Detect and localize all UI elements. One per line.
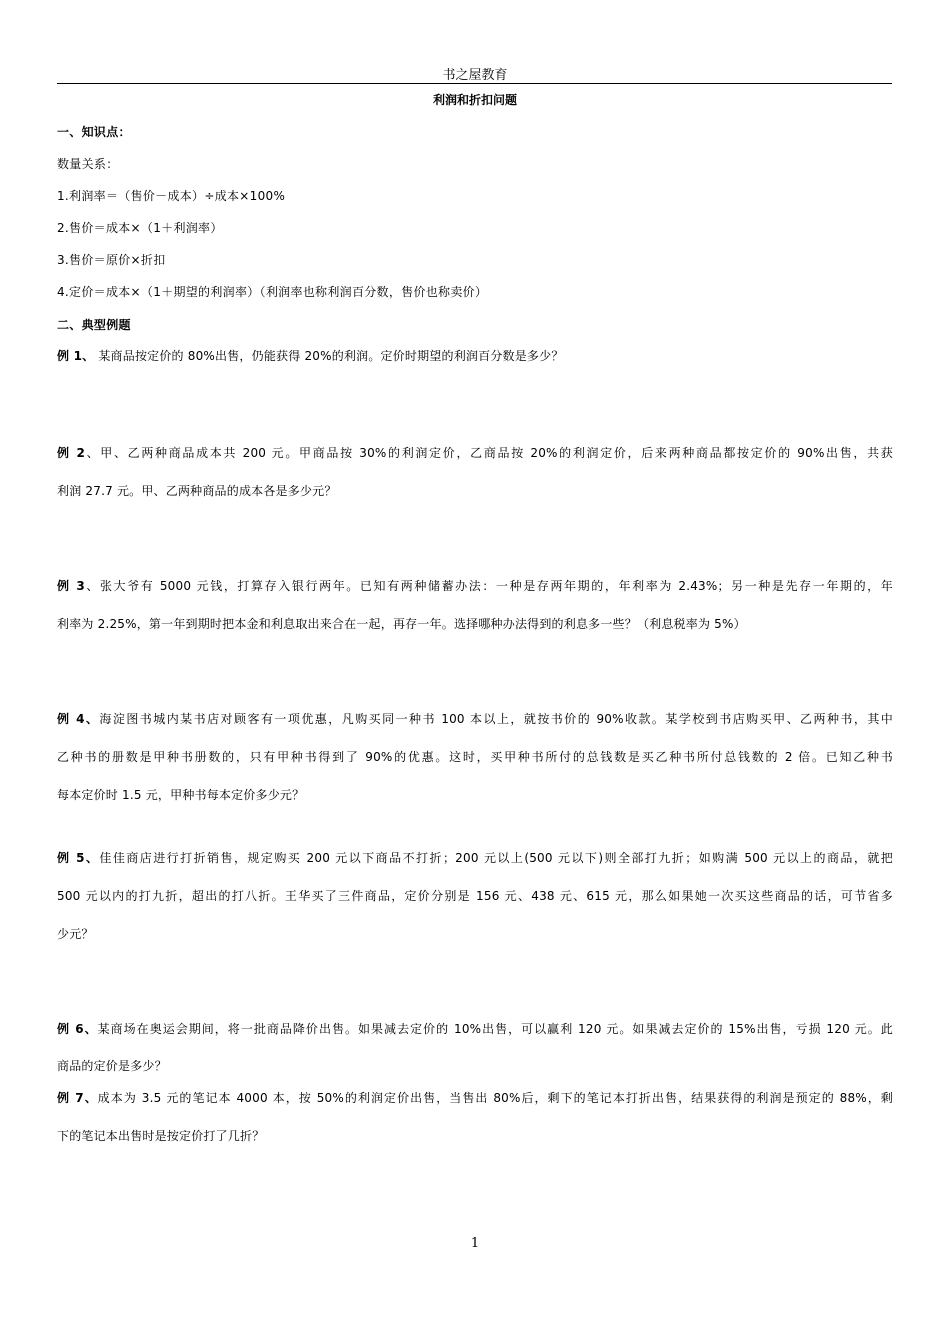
example-text: 成本为 3.5 元的笔记本 4000 本，按 50%的利润定价出售，当售出 80%后，剩下的笔记本打折出售，结果获得的利润是预定的 88%，剩 <box>97 1091 893 1105</box>
example-text: 、甲、乙两种商品成本共 200 元。甲商品按 30%的利润定价，乙商品按 20%的利润定价，后来两种商品都按定价的 90%出售，共获 <box>85 446 893 460</box>
example-text: 商品的定价是多少？ <box>57 1059 167 1073</box>
section1-subheading: 数量关系： <box>57 157 119 171</box>
example-text: 佳佳商店进行打折销售，规定购买 200 元以下商品不打折；200 元以上(500 元以下)则全部打九折；如购满 500 元以上的商品，就把 <box>99 851 893 865</box>
page-title: 利润和折扣问题 <box>432 93 517 107</box>
example-text: 海淀图书城内某书店对顾客有一项优惠，凡购买同一种书 100 本以上，就按书价的 90%收款。某学校到书店购买甲、乙两种书，其中 <box>99 712 893 726</box>
section1-heading: 一、知识点： <box>57 125 131 139</box>
example-text: 少元？ <box>57 927 94 941</box>
example-label: 例 1、 <box>57 349 95 363</box>
formula-1: 1.利润率＝（售价－成本）÷成本×100% <box>57 189 286 203</box>
example-label: 例 4、 <box>57 712 100 726</box>
page-number: 1 <box>470 1236 480 1251</box>
example-text: 利率为 2.25%，第一年到期时把本金和利息取出来合在一起，再存一年。选择哪种办法得到的利息多一些？（利息税率为 5%） <box>57 617 746 631</box>
example-text: 利润 27.7 元。甲、乙两种商品的成本各是多少元？ <box>57 484 337 498</box>
example-label: 例 5、 <box>57 851 100 865</box>
example-text: 某商品按定价的 80%出售，仍能获得 20%的利润。定价时期望的利润百分数是多少？ <box>98 349 564 363</box>
example-text: 下的笔记本出售时是按定价打了几折？ <box>57 1129 265 1143</box>
example-text: 、张大爷有 5000 元钱，打算存入银行两年。已知有两种储蓄办法：一种是存两年期的，年利率为 2.43%；另一种是先存一年期的，年 <box>84 579 893 593</box>
example-label: 例 7、 <box>57 1091 98 1105</box>
example-text: 某商场在奥运会期间，将一批商品降价出售。如果减去定价的 10%出售，可以赢利 120 元。如果减去定价的 15%出售，亏损 120 元。此 <box>97 1022 893 1036</box>
example-text: 500 元以内的打九折，超出的打八折。王华买了三件商品，定价分别是 156 元、438 元、615 元，那么如果她一次买这些商品的话，可节省多 <box>57 889 893 903</box>
formula-4: 4.定价＝成本×（1＋期望的利润率）（利润率也称利润百分数，售价也称卖价） <box>57 285 488 299</box>
example-label: 例 2 <box>57 446 86 460</box>
example-label: 例 3 <box>57 579 85 593</box>
header-rule <box>57 83 892 84</box>
example-text: 每本定价时 1.5 元，甲种书每本定价多少元？ <box>57 788 305 802</box>
header-org: 书之屋教育 <box>442 68 508 83</box>
formula-2: 2.售价＝成本×（1＋利润率） <box>57 221 223 235</box>
example-text: 乙种书的册数是甲种书册数的，只有甲种书得到了 90%的优惠。这时，买甲种书所付的总钱数是买乙种书所付总钱数的 2 倍。已知乙种书 <box>57 750 893 764</box>
section2-heading: 二、典型例题 <box>57 318 131 332</box>
example-label: 例 6、 <box>57 1022 98 1036</box>
formula-3: 3.售价＝原价×折扣 <box>57 253 166 267</box>
